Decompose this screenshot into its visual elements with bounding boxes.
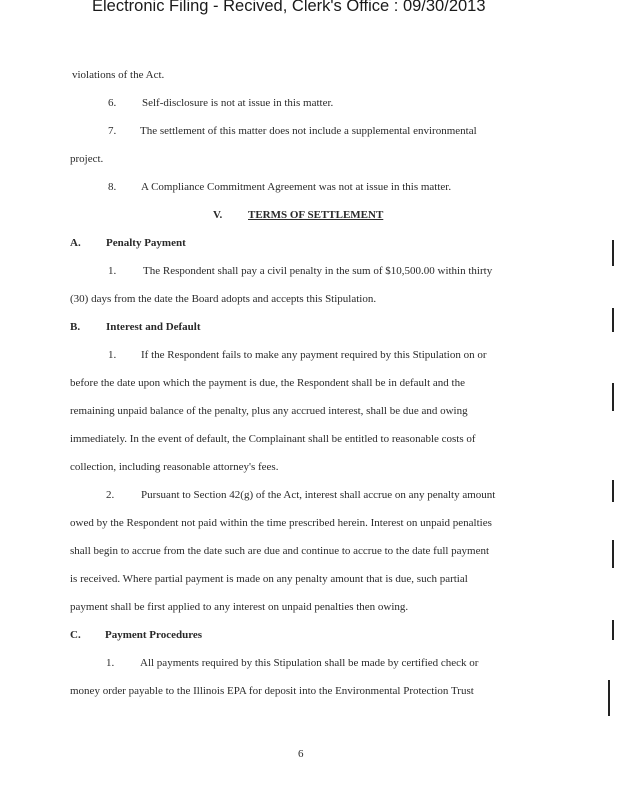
text-line: A Compliance Commitment Agreement was not at issue in this matter.: [141, 181, 452, 193]
paragraph-number: 7.: [108, 125, 117, 137]
subsection-heading: Interest and Default: [106, 321, 201, 333]
revision-bar: [612, 480, 614, 502]
text-line: The settlement of this matter does not include a supplemental environmental: [140, 125, 477, 137]
revision-bar: [612, 540, 614, 568]
subsection-heading: Penalty Payment: [106, 237, 186, 249]
subsection-heading: Payment Procedures: [105, 629, 203, 641]
text-line: before the date upon which the payment is due, the Respondent shall be in default and the: [70, 377, 465, 389]
text-line: collection, including reasonable attorney's fees.: [70, 461, 279, 473]
revision-bar: [608, 680, 610, 716]
electronic-filing-header: Electronic Filing - Recived, Clerk's Office : 09/30/2013: [92, 0, 486, 15]
paragraph-number: 1.: [106, 657, 115, 669]
text-line: Self-disclosure is not at issue in this matter.: [142, 97, 334, 109]
section-number: V.: [213, 209, 223, 221]
text-line: violations of the Act.: [72, 69, 165, 81]
revision-bar: [612, 308, 614, 332]
text-line: (30) days from the date the Board adopts and accepts this Stipulation.: [70, 293, 377, 305]
subsection-letter: C.: [70, 629, 81, 641]
text-line: The Respondent shall pay a civil penalty in the sum of $10,500.00 within thirty: [143, 265, 493, 277]
text-line: shall begin to accrue from the date such are due and continue to accrue to the date full payment: [70, 545, 490, 557]
subsection-letter: B.: [70, 321, 81, 333]
paragraph-number: 1.: [108, 349, 117, 361]
text-line: is received. Where partial payment is made on any penalty amount that is due, such partial: [70, 573, 468, 585]
paragraph-number: 1.: [108, 265, 117, 277]
revision-bar: [612, 383, 614, 411]
revision-bar: [612, 240, 614, 266]
paragraph-number: 2.: [106, 489, 115, 501]
text-line: payment shall be first applied to any interest on unpaid penalties then owing.: [70, 601, 409, 613]
text-line: All payments required by this Stipulation shall be made by certified check or: [140, 657, 479, 669]
subsection-letter: A.: [70, 237, 81, 249]
text-line: money order payable to the Illinois EPA for deposit into the Environmental Protection Trust: [70, 685, 474, 697]
revision-bar: [612, 620, 614, 640]
text-line: immediately. In the event of default, the Complainant shall be entitled to reasonable costs of: [70, 433, 476, 445]
paragraph-number: 8.: [108, 181, 117, 193]
page-number: 6: [298, 748, 304, 760]
text-line: owed by the Respondent not paid within the time prescribed herein. Interest on unpaid penalties: [70, 517, 492, 529]
text-line: project.: [70, 153, 104, 165]
text-line: remaining unpaid balance of the penalty, plus any accrued interest, shall be due and owing: [70, 405, 468, 417]
paragraph-number: 6.: [108, 97, 117, 109]
text-line: If the Respondent fails to make any payment required by this Stipulation on or: [141, 349, 487, 361]
text-line: Pursuant to Section 42(g) of the Act, interest shall accrue on any penalty amount: [141, 489, 496, 501]
section-heading: TERMS OF SETTLEMENT: [248, 209, 384, 221]
